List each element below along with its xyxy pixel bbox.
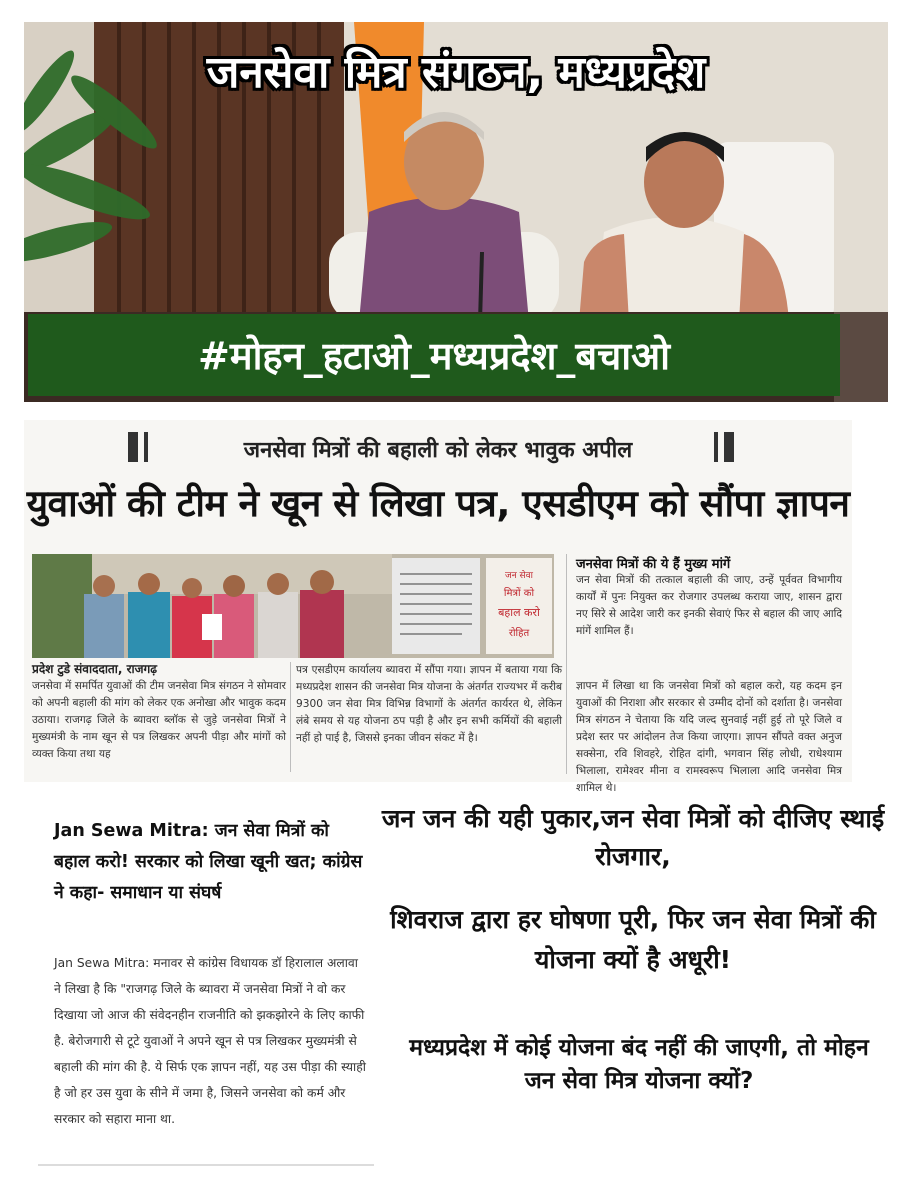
photo-banner — [24, 22, 888, 402]
group-photo-image — [32, 554, 554, 658]
slogan-1: जन जन की यही पुकार,जन सेवा मित्रों को दीजिए स्थाई रोजगार, — [381, 804, 885, 871]
slogan-2: शिवराज द्वारा हर घोषणा पूरी, फिर जन सेवा मित्रों की योजना क्यों है अधूरी! — [390, 905, 876, 974]
newspaper-clipping — [24, 420, 852, 794]
svg-text:जन सेवा: जन सेवा — [505, 571, 533, 581]
divider — [38, 1164, 374, 1166]
svg-text:बहाल करो: बहाल करो — [498, 606, 540, 619]
banner-title: जनसेवा मित्र संगठन, मध्यप्रदेश — [206, 47, 706, 98]
kicker-bar-right — [724, 432, 734, 462]
clipping-column-1: जनसेवा में समर्पित युवाओं की टीम जनसेवा मित्र संगठन ने सोमवार को अपनी बहाली की मांग को लेकर एक अनोखा और भावुक कदम उठाया। राजगढ़ जिले के ब्यावरा ब्लॉक से जुड़े जनसेवा मित्रों ने मुख्यमंत्री के नाम खून से पत्र लिखकर अपनी पीड़ा और मांगों को व्यक्त किया तथा यह — [32, 680, 286, 760]
clipping-photo — [32, 554, 554, 658]
clipping-kicker: जनसेवा मित्रों की बहाली को लेकर भावुक अपील — [243, 438, 633, 463]
clipping-side-heading: जनसेवा मित्रों की ये हैं मुख्य मांगें — [576, 557, 731, 572]
clipping-headline: युवाओं की टीम ने खून से लिखा पत्र, एसडीएम को सौंपा ज्ञापन — [26, 482, 850, 525]
clipping-column-3: जन सेवा मित्रों की तत्काल बहाली की जाए, उन्हें पूर्ववत विभागीय कार्यों में पुनः नियुक्त कर रोजगार उपलब्ध कराया जाए, शासन द्वारा नए सिरे से आदेश जारी कर इनकी सेवाएं फिर से बहाल की जाए आदि मांगें शामिल हैं। — [576, 574, 842, 637]
clipping-column-4: ज्ञापन में लिखा था कि जनसेवा मित्रों को बहाल करो, यह कदम इन युवाओं की निराशा और सरकार से उम्मीद दोनों को दर्शाता है। जनसेवा मित्र संगठन ने चेताया कि यदि जल्द सुनवाई नहीं हुई तो पूरे जिले व प्रदेश स्तर पर आंदोलन तेज किया जाएगा। ज्ञापन सौंपते वक्त अनुज सक्सेना, रवि शिवहरे, रोहित दांगी, भगवान सिंह लोधी, राधेश्याम भिलाला, रामेश्वर मीना व रामस्वरूप भिलाला आदि जनसेवा मित्र शामिल थे। — [576, 680, 842, 794]
svg-text:रोहित: रोहित — [508, 628, 530, 639]
clipping-column-2: पत्र एसडीएम कार्यालय ब्यावरा में सौंपा गया। ज्ञापन में बताया गया कि मध्यप्रदेश शासन की जनसेवा मित्र योजना के अंतर्गत राज्यभर में करीब 9300 जन सेवा मित्र विभिन्न विभागों के अंतर्गत कार्यरत थे, लेकिन लंबे समय से यह योजना ठप पड़ी है और इन सभी कर्मियों की बहाली नहीं हो पाई है, जिससे इनका जीवन संकट में है। — [296, 664, 562, 744]
column-divider — [290, 662, 291, 772]
slogan-3: मध्यप्रदेश में कोई योजना बंद नहीं की जाएगी, तो मोहन जन सेवा मित्र योजना क्यों? — [409, 1035, 869, 1094]
column-divider — [566, 554, 567, 774]
news-body: Jan Sewa Mitra: मनावर से कांग्रेस विधायक डॉ हिरालाल अलावा ने लिखा है कि "राजगढ़ जिले के ब्यावरा में जनसेवा मित्रों ने वो कर दिखाया जो आज की संवेदनहीन राजनीति को झकझोरने के लिए काफी है. बेरोजगारी से टूटे युवाओं ने अपने खून से पत्र लिखकर मुख्यमंत्री से बहाली की मांग की है. ये सिर्फ एक ज्ञापन नहीं, यह उस पीड़ा की स्याही है जो हर उस युवा के सीने में जमा है, जिसने जनसेवा को कर्म और सरकार को सहारा माना था. — [54, 956, 366, 1126]
svg-text:मित्रों को: मित्रों को — [503, 588, 535, 599]
news-title: Jan Sewa Mitra: जन सेवा मित्रों को बहाल करो! सरकार को लिखा खूनी खत; कांग्रेस ने कहा- समाधान या संघर्ष — [54, 821, 363, 903]
clipping-byline: प्रदेश टुडे संवाददाता, राजगढ़ — [32, 662, 158, 676]
hashtag-banner: #मोहन_हटाओ_मध्यप्रदेश_बचाओ — [28, 314, 840, 396]
news-card — [38, 798, 374, 1168]
kicker-bar-right-thin — [714, 432, 718, 462]
